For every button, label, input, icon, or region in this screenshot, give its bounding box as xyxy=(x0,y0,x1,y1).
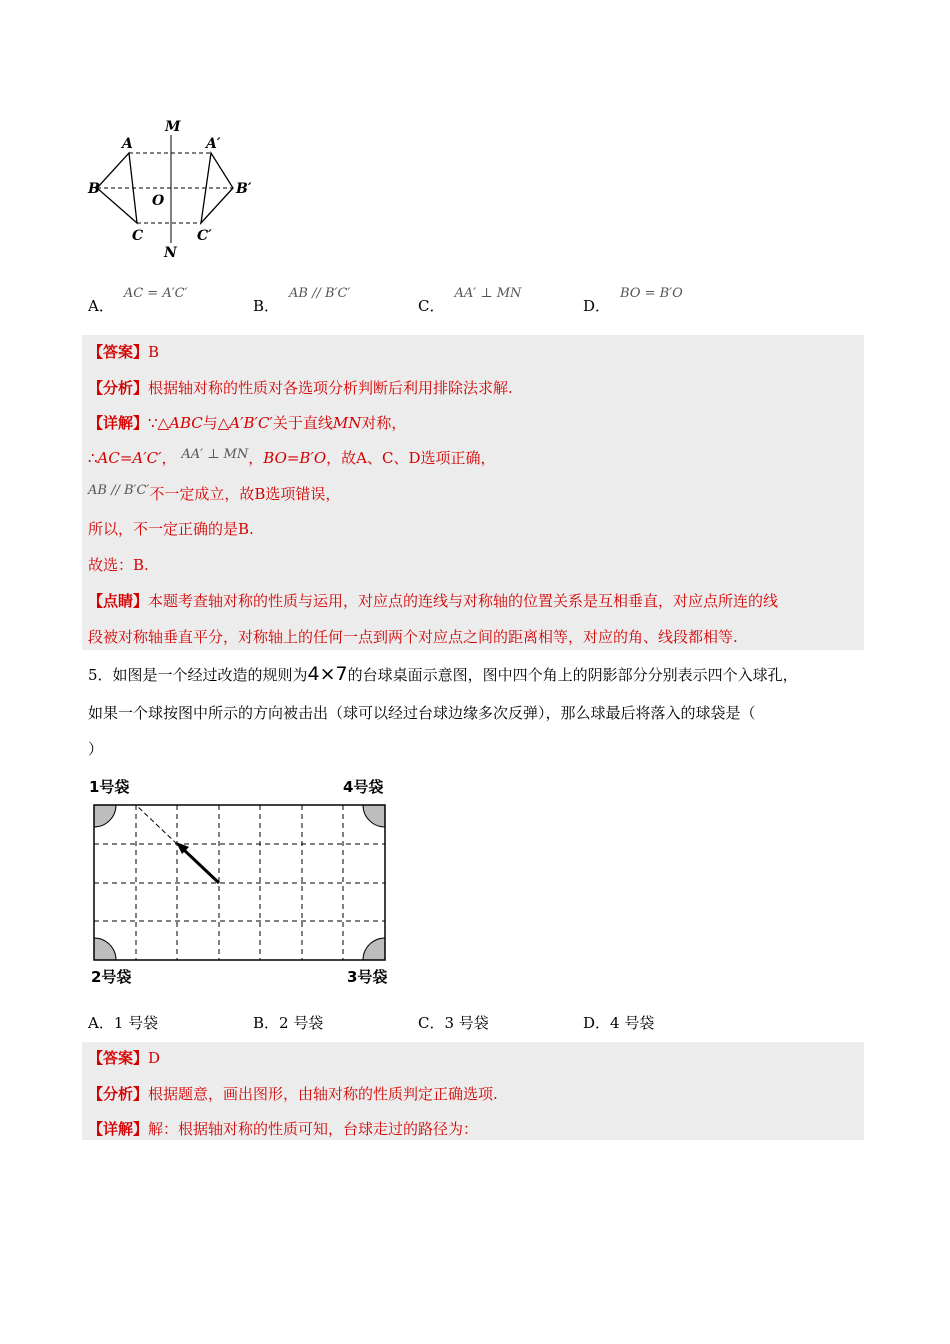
label-b: B xyxy=(88,181,100,197)
q4-option-c[interactable]: C．AA′ ⊥ MN xyxy=(418,286,522,315)
q5-stem-line1: 5．如图是一个经过改造的规则为4×7的台球桌面示意图，图中四个角上的阴影部分分别表示四个入球孔， xyxy=(88,663,798,685)
ball-path-dashed xyxy=(136,805,177,844)
q4-option-a[interactable]: A．AC = A′C′ xyxy=(88,286,188,315)
q4-option-d[interactable]: D．BO = B′O xyxy=(583,286,683,315)
label-a-prime: A′ xyxy=(206,136,221,152)
q5-stem-line3: ） xyxy=(88,740,104,758)
label-c-prime: C′ xyxy=(197,228,212,244)
q4-detail-line4: 所以，不一定正确的是B. xyxy=(88,520,254,538)
pocket-1 xyxy=(94,805,116,827)
q4-comment-line2: 段被对称轴垂直平分，对称轴上的任何一点到两个对应点之间的距离相等，对应的角、线段都相等. xyxy=(88,628,738,646)
q4-detail-line3: AB // B′C′不一定成立，故B选项错误， xyxy=(88,483,341,503)
q5-detail: 【详解】解：根据轴对称的性质可知，台球走过的路径为： xyxy=(88,1120,479,1138)
pocket-3-label: 3号袋 xyxy=(347,968,388,986)
q4-detail-line2: ∴AC=A′C′， AA′ ⊥ MN，BO=B′O，故A、C、D选项正确， xyxy=(88,447,496,467)
q4-comment-line1: 【点睛】本题考查轴对称的性质与运用，对应点的连线与对称轴的位置关系是互相垂直，对应点所连的线 xyxy=(88,592,779,610)
pocket-3 xyxy=(363,938,385,960)
label-o: O xyxy=(152,193,165,209)
pocket-4 xyxy=(363,805,385,827)
label-m: M xyxy=(165,119,181,135)
q5-option-d[interactable]: D．4 号袋 xyxy=(583,1014,655,1032)
q4-analysis: 【分析】根据轴对称的性质对各选项分析判断后利用排除法求解. xyxy=(88,379,513,397)
table-grid xyxy=(94,805,385,960)
q4-detail-line5: 故选：B. xyxy=(88,556,149,574)
label-c: C xyxy=(132,228,144,244)
label-a: A xyxy=(122,136,133,152)
pocket-2 xyxy=(94,938,116,960)
symmetry-figure xyxy=(85,115,260,265)
q5-stem-line2: 如果一个球按图中所示的方向被击出（球可以经过台球边缘多次反弹），那么球最后将落入的球袋是（ xyxy=(88,704,756,722)
pocket-2-label: 2号袋 xyxy=(91,968,132,986)
label-b-prime: B′ xyxy=(236,181,252,197)
label-n: N xyxy=(164,245,177,261)
q5-option-c[interactable]: C．3 号袋 xyxy=(418,1014,489,1032)
triangle-abc xyxy=(97,153,137,223)
q4-detail-line1: 【详解】∵△ABC与△A′B′C′关于直线MN对称， xyxy=(88,414,407,432)
ball-direction-arrow xyxy=(183,849,219,883)
q4-answer: 【答案】B xyxy=(88,343,160,361)
q5-option-b[interactable]: B．2 号袋 xyxy=(253,1014,324,1032)
q4-option-b[interactable]: B．AB // B′C′ xyxy=(253,286,351,315)
q5-answer: 【答案】D xyxy=(88,1049,161,1067)
q5-analysis: 【分析】根据题意，画出图形，由轴对称的性质判定正确选项. xyxy=(88,1085,498,1103)
q5-option-a[interactable]: A．1 号袋 xyxy=(88,1014,159,1032)
billiard-table-figure xyxy=(85,775,395,990)
pocket-4-label: 4号袋 xyxy=(343,778,384,796)
pocket-1-label: 1号袋 xyxy=(89,778,130,796)
